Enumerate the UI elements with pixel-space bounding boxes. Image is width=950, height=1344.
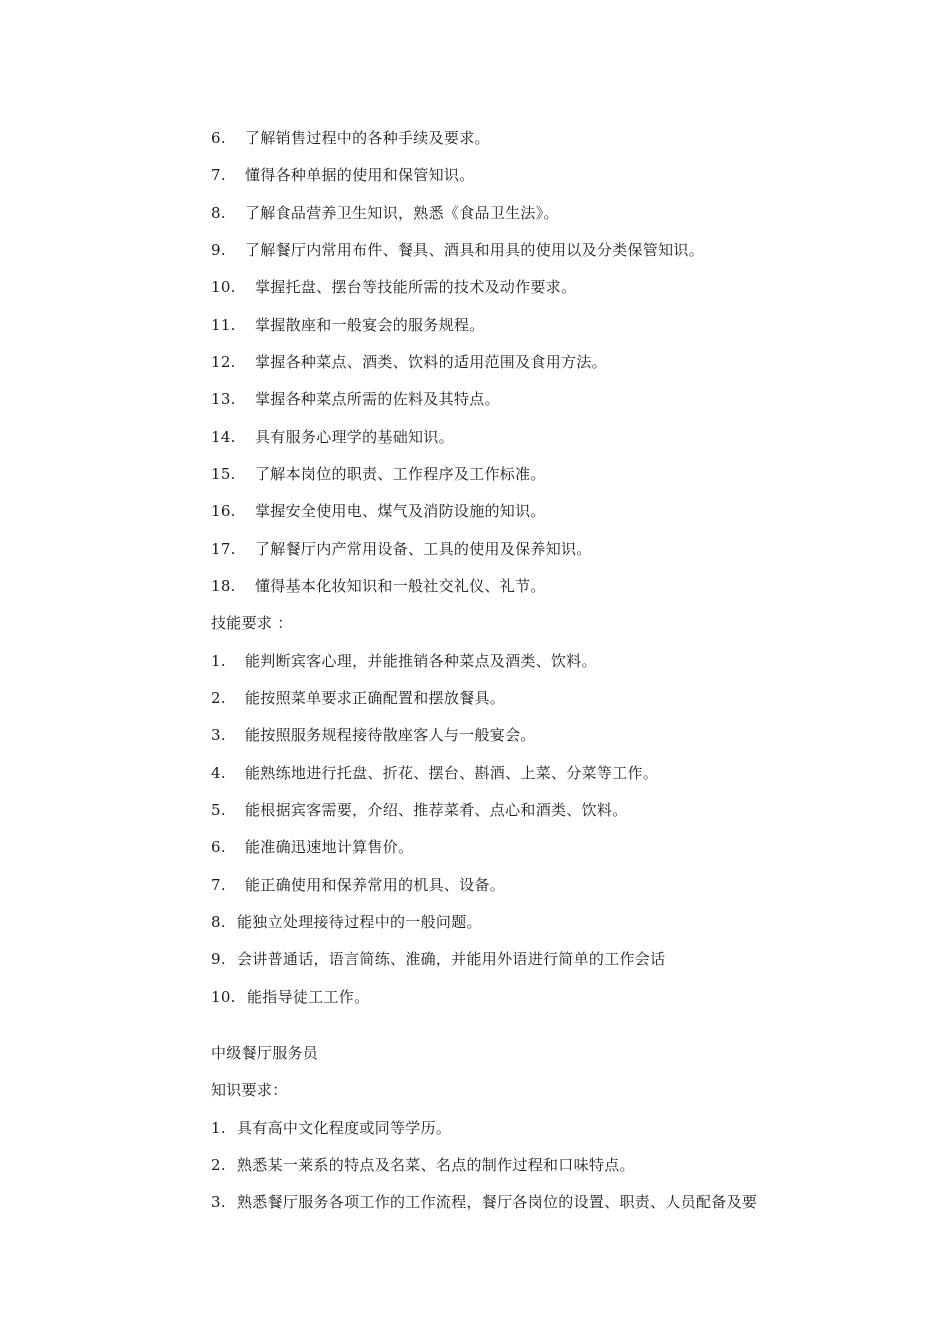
list-item: 2. 熟悉某一莱系的特点及名菜、名点的制作过程和口味特点。 bbox=[211, 1156, 635, 1174]
list-item: 8. 了解食品营养卫生知识，熟悉《食品卫生法》。 bbox=[211, 204, 559, 222]
list-item: 15. 了解本岗位的职责、工作程序及工作标准。 bbox=[211, 465, 546, 483]
knowledge-heading: 知识要求： bbox=[211, 1081, 288, 1099]
list-item: 9. 了解餐厅内常用布件、餐具、酒具和用具的使用以及分类保管知识。 bbox=[211, 241, 705, 259]
section-title: 中级餐厅服务员 bbox=[211, 1044, 319, 1062]
list-item: 6. 能准确迅速地计算售价。 bbox=[211, 838, 414, 856]
list-item: 16. 掌握安全使用电、煤气及消防设施的知识。 bbox=[211, 502, 546, 520]
list-item: 17. 了解餐厅内产常用设备、工具的使用及保养知识。 bbox=[211, 540, 592, 558]
list-item: 8. 能独立处理接待过程中的一般问题。 bbox=[211, 913, 482, 931]
list-item: 6. 了解销售过程中的各种手续及要求。 bbox=[211, 129, 490, 147]
list-item: 3. 熟悉餐厅服务各项工作的工作流程，餐厅各岗位的设置、职责、人员配备及要 bbox=[211, 1193, 758, 1211]
list-item: 1. 能判断宾客心理，并能推销各种菜点及酒类、饮料。 bbox=[211, 652, 597, 670]
list-item: 13. 掌握各种菜点所需的佐料及其特点。 bbox=[211, 390, 500, 408]
list-item: 14. 具有服务心理学的基础知识。 bbox=[211, 428, 454, 446]
list-item: 3. 能按照服务规程接待散座客人与一般宴会。 bbox=[211, 726, 536, 744]
list-item: 18. 懂得基本化妆知识和一般社交礼仪、礼节。 bbox=[211, 577, 546, 595]
list-item: 4. 能熟练地进行托盘、折花、摆台、斟酒、上菜、分菜等工作。 bbox=[211, 764, 659, 782]
list-item: 12. 掌握各种菜点、酒类、饮料的适用范围及食用方法。 bbox=[211, 353, 607, 371]
list-item: 5. 能根据宾客需要，介绍、推荐菜肴、点心和酒类、饮料。 bbox=[211, 801, 628, 819]
list-item: 9. 会讲普通话，语言简练、淮确，并能用外语进行简单的工作会话 bbox=[211, 950, 666, 968]
list-item: 11. 掌握散座和一般宴会的服务规程。 bbox=[211, 316, 485, 334]
skills-heading: 技能要求 ： bbox=[211, 614, 293, 632]
list-item: 7. 能正确使用和保养常用的机具、设备。 bbox=[211, 876, 506, 894]
list-item: 7. 懂得各种单据的使用和保管知识。 bbox=[211, 166, 475, 184]
list-item: 2. 能按照菜单要求正确配置和摆放餐具。 bbox=[211, 689, 506, 707]
list-item: 10. 掌握托盘、摆台等技能所需的技术及动作要求。 bbox=[211, 278, 577, 296]
list-item: 1. 具有高中文化程度或同等学历。 bbox=[211, 1119, 452, 1137]
list-item: 10. 能指导徒工工作。 bbox=[211, 988, 370, 1006]
